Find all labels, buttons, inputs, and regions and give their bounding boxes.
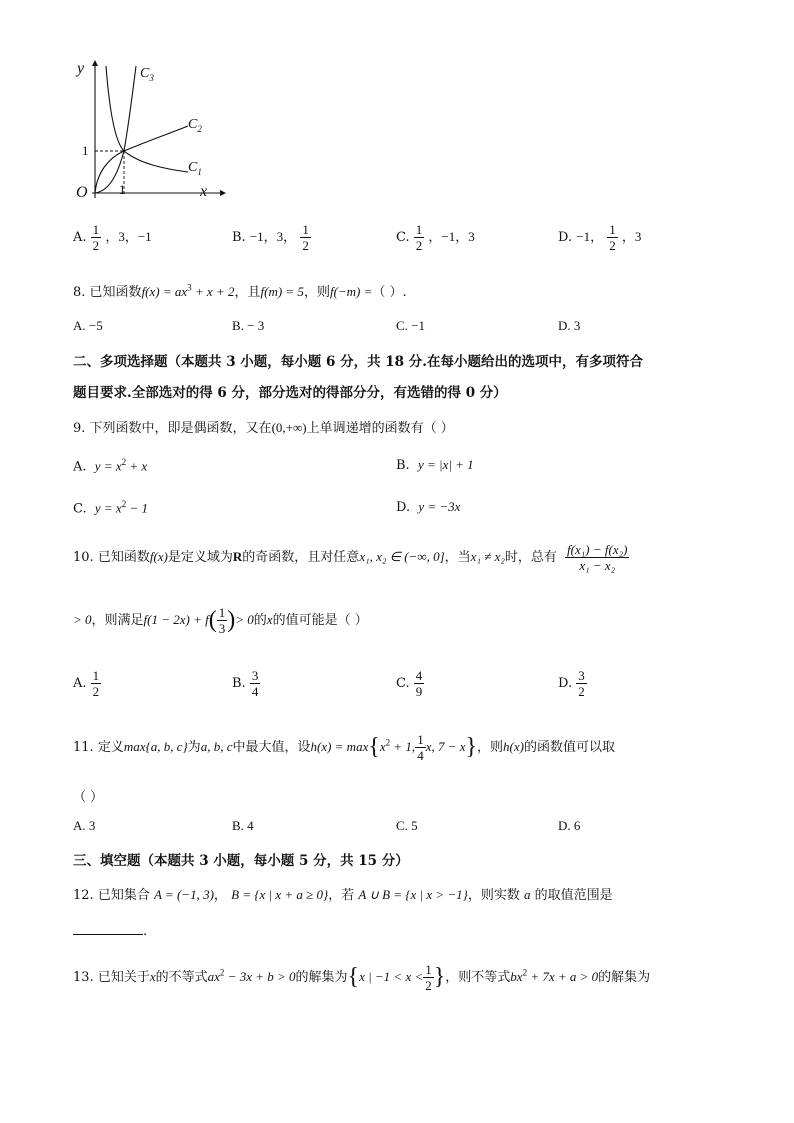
c1-label: $C_1$ <box>188 160 202 177</box>
fraction: $\frac{1}{3}$ <box>218 605 226 636</box>
x-axis-arrow <box>220 190 226 196</box>
q8-option-b: B. − 3 <box>232 318 265 333</box>
q8-stem: 8. 已知函数$f(x) = ax^3 + x + 2$，且f(m) = 5，则f(−m) =（ ）. <box>73 282 407 300</box>
section2-heading-line2: 题目要求.全部选对的得 6 分，部分选对的得部分分，有选错的得 0 分） <box>73 385 507 401</box>
y-axis-label: y <box>77 60 85 77</box>
section3-heading: 三、填空题（本题共 3 小题，每小题 5 分，共 15 分） <box>73 853 409 869</box>
q9-option-a: A. $y = x^2 + x$ <box>73 457 148 475</box>
fraction: $\frac{3}{2}$ <box>578 668 585 699</box>
fraction: $\frac{1}{4}$ <box>417 732 424 763</box>
q10-option-b: B. $\frac{3}{4}$ <box>232 668 259 699</box>
q12-stem: 12. 已知集合 A = (−1, 3)， B = {x | x + a ≥ 0}，若 A ∪ B = {x | x > −1}，则实数 a 的取值范围是 <box>73 887 613 903</box>
origin-label: O <box>76 184 88 201</box>
q11-stem: 11. 定义max{a, b, c}为a, b, c中最大值，设$h(x) = \max\{x^2 + 1$, $\frac{1}{4}$ x, 7 − x}，则h(x)的函数值可以取 <box>73 732 615 763</box>
fraction: $\frac{1}{2}$ <box>609 222 616 253</box>
y-axis-arrow <box>92 60 98 66</box>
q11-option-a: A. 3 <box>73 818 96 833</box>
q8-option-d: D. 3 <box>558 318 581 333</box>
q10-option-a: A. $\frac{1}{2}$ <box>73 668 100 699</box>
q10-option-c: C. $\frac{4}{9}$ <box>396 668 423 699</box>
fraction: $\frac{1}{2}$ <box>92 222 100 253</box>
q8-option-a: A. −5 <box>73 318 103 333</box>
q7-option-a: A. $\frac{1}{2}$ ，3，−1 <box>73 222 152 253</box>
c3-label: $C_3$ <box>140 66 154 83</box>
x-tick-label: 1 <box>119 182 126 197</box>
q10-stem-line2: > 0，则满足f(1 − 2x) + f( $\frac{1}{3}$ )> 0的x的值可能是（ ） <box>73 605 368 636</box>
c2-label: $C_2$ <box>188 117 202 134</box>
fraction: $\frac{1}{2}$ <box>92 668 100 699</box>
q12-answer-blank[interactable]: . <box>73 924 147 939</box>
difference-quotient-fraction: $\frac{\text{f(x₁) − f(x₂)}}{\text{x₁ − x₂}}$ <box>567 542 628 573</box>
x-axis-label: x <box>200 183 208 200</box>
q11-option-d: D. 6 <box>558 818 581 833</box>
q11-option-b: B. 4 <box>232 818 254 833</box>
answer-blank-line[interactable] <box>73 934 143 935</box>
q11-option-c: C. 5 <box>396 818 418 833</box>
section2-heading-line1: 二、多项选择题（本题共 3 小题，每小题 6 分，共 18 分.在每小题给出的选项中，有多项符合 <box>73 354 643 370</box>
fraction: $\frac{4}{9}$ <box>415 668 423 699</box>
q11-answer-paren: （ ） <box>73 790 104 805</box>
q8-option-c: C. −1 <box>396 318 426 333</box>
fraction: $\frac{3}{4}$ <box>251 668 259 699</box>
q7-option-c: C. $\frac{1}{2}$ ，−1，3 <box>396 222 475 253</box>
q7-option-d: D. −1， $\frac{1}{2}$ ，3 <box>558 222 642 253</box>
q10-option-d: D. $\frac{3}{2}$ <box>558 668 585 699</box>
q10-stem-line1: 10. 已知函数f(x)是定义域为R的奇函数，且对任意x₁, x₂ ∈ (−∞, 0]，当x₁ ≠ x₂时，总有 $\frac{\text{f(x₁) − f(x₂)}}{\text{x₁ − x₂}}$ <box>73 542 628 573</box>
fraction: $\frac{1}{2}$ <box>415 222 423 253</box>
q9-option-b: B. y = |x| + 1 <box>396 457 474 473</box>
q13-stem: 13. 已知关于x的不等式$ax^2 - 3x + b > 0$的解集为{x | −1 < x < $\frac{1}{2}$ }，则不等式$bx^2 + 7x + a > 0$的解集为 <box>73 962 651 993</box>
y-tick-label: 1 <box>82 143 89 158</box>
fraction: $\frac{1}{2}$ <box>302 222 309 253</box>
q9-option-d: D. y = −3x <box>396 499 461 515</box>
curve-c3 <box>95 66 136 193</box>
fraction: $\frac{1}{2}$ <box>425 962 432 993</box>
curve-c2 <box>95 126 188 193</box>
q9-option-c: C. $y = x^2 - 1$ <box>73 499 148 517</box>
q7-option-b: B. −1，3， $\frac{1}{2}$ <box>232 222 309 253</box>
q9-stem: 9. 下列函数中，即是偶函数，又在(0,+∞)上单调递增的函数有（ ） <box>73 420 454 436</box>
